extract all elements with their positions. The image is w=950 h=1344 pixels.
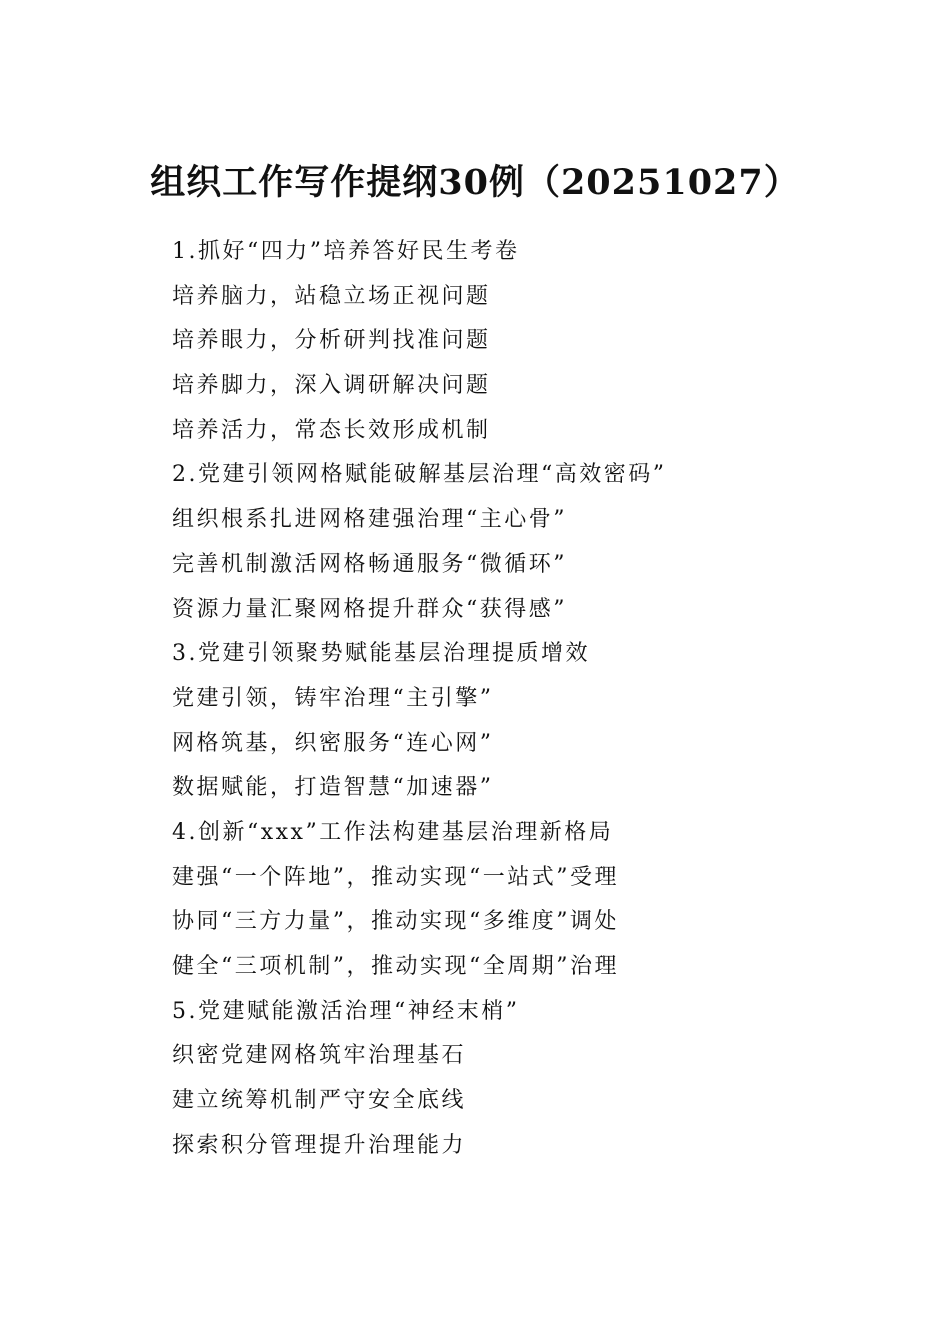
outline-heading-3: 3.党建引领聚势赋能基层治理提质增效 [172, 641, 590, 667]
outline-item: 建强“一个阵地”，推动实现“一站式”受理 [172, 864, 619, 890]
outline-item: 织密党建网格筑牢治理基石 [172, 1043, 467, 1069]
outline-heading-2: 2.党建引领网格赋能破解基层治理“高效密码” [172, 462, 667, 488]
outline-item: 培养脑力，站稳立场正视问题 [172, 283, 491, 309]
outline-item: 探索积分管理提升治理能力 [172, 1132, 467, 1158]
outline-list [172, 230, 872, 1168]
outline-item: 党建引领，铸牢治理“主引擎” [172, 685, 494, 711]
outline-item: 完善机制激活网格畅通服务“微循环” [172, 551, 567, 577]
outline-item: 网格筑基，织密服务“连心网” [172, 730, 494, 756]
outline-heading-1: 1.抓好“四力”培养答好民生考卷 [172, 239, 520, 264]
outline-heading-4: 4.创新“xxx”工作法构建基层治理新格局 [172, 819, 614, 845]
outline-heading-5: 5.党建赋能激活治理“神经末梢” [172, 998, 520, 1024]
outline-item: 培养脚力，深入调研解决问题 [172, 373, 491, 399]
outline-item: 组织根系扎进网格建强治理“主心骨” [172, 507, 567, 533]
outline-item: 建立统筹机制严守安全底线 [172, 1088, 467, 1114]
outline-item: 数据赋能，打造智慧“加速器” [172, 775, 494, 801]
outline-item: 培养眼力，分析研判找准问题 [172, 328, 491, 354]
document-title: 组织工作写作提纲30例（20251027） [150, 162, 800, 204]
outline-item: 协同“三方力量”，推动实现“多维度”调处 [172, 909, 619, 935]
outline-item: 健全“三项机制”，推动实现“全周期”治理 [172, 954, 619, 979]
outline-item: 培养活力，常态长效形成机制 [172, 417, 491, 443]
outline-item: 资源力量汇聚网格提升群众“获得感” [172, 596, 567, 622]
